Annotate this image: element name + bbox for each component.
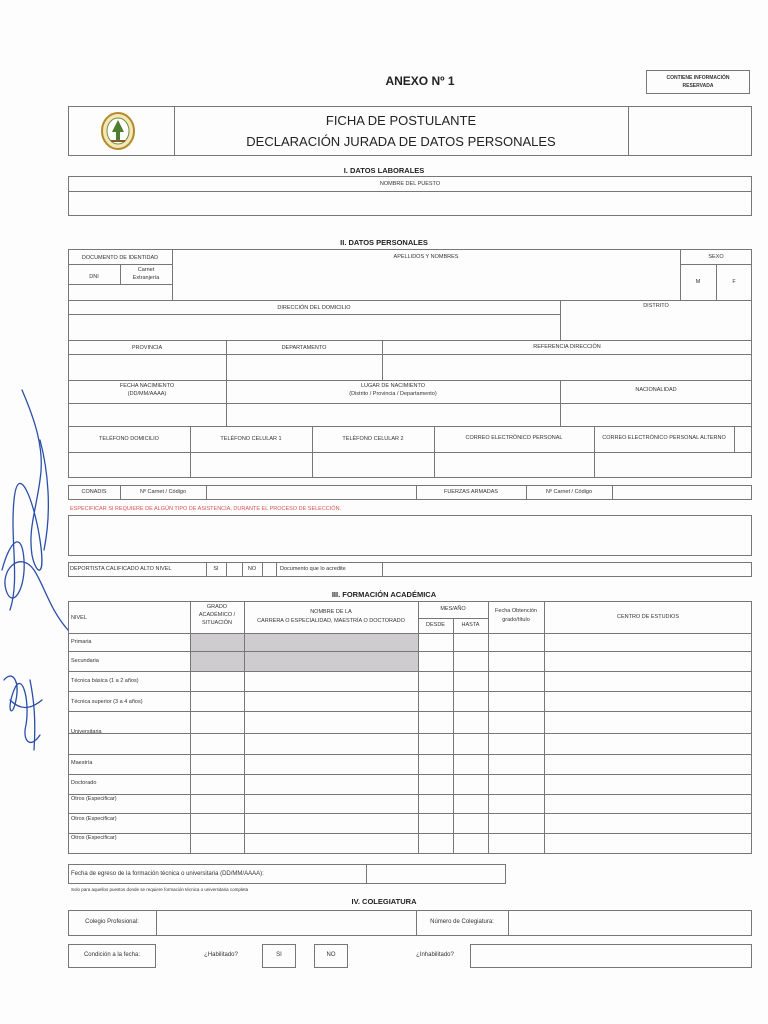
reserved-line2: RESERVADA	[682, 83, 714, 89]
deportista-no[interactable]: NO	[247, 566, 257, 572]
row-secundaria: Secundaria	[71, 658, 99, 664]
domicilio-label: DIRECCIÓN DEL DOMICILIO	[277, 305, 351, 311]
section-2-title: II. DATOS PERSONALES	[340, 238, 428, 247]
carrera-header-1: NOMBRE DE LA	[310, 609, 352, 615]
row-maestria: Maestría	[71, 760, 93, 766]
row-otros-1: Otros (Especificar)	[71, 796, 117, 802]
tel-dom-label: TELÉFONO DOMICILIO	[99, 436, 159, 442]
nivel-header: NIVEL	[71, 615, 87, 621]
nacionalidad-label: NACIONALIDAD	[635, 387, 677, 393]
asistencia-field[interactable]	[68, 515, 752, 556]
condicion-label: Condición a la fecha:	[83, 952, 141, 958]
inhabilitado-field[interactable]	[470, 944, 752, 968]
primaria-shaded	[191, 633, 418, 671]
conadis-label: CONADIS	[81, 489, 107, 495]
correo-alt-label: CORREO ELECTRÓNICO PERSONAL ALTERNO	[602, 435, 726, 441]
egreso-note: Solo para aquellos puestos donde se requiere formación técnica o universitaria completa	[71, 887, 249, 892]
lugar-label-1: LUGAR DE NACIMIENTO	[360, 383, 426, 389]
carnet-label-1: Carnet	[137, 267, 155, 273]
row-tecnica-superior: Técnica superior (3 a 4 años)	[71, 699, 143, 705]
carnet-label-2: Extranjería	[132, 275, 160, 281]
fecha-nac-label-1: FECHA NACIMIENTO	[119, 383, 175, 389]
doc-label: DOCUMENTO DE IDENTIDAD	[81, 255, 159, 261]
habilitado-label: ¿Habilitado?	[204, 952, 238, 958]
cel2-label: TELÉFONO CELULAR 2	[342, 436, 404, 442]
row-otros-3: Otros (Especificar)	[71, 835, 117, 841]
row-doctorado: Doctorado	[71, 780, 97, 786]
departamento-label: DEPARTAMENTO	[281, 345, 327, 351]
provincia-label: PROVINCIA	[131, 345, 163, 351]
ffaa-label: FUERZAS ARMADAS	[443, 489, 499, 495]
section-1-title: I. DATOS LABORALES	[343, 166, 425, 175]
row-tecnica-basica: Técnica básica (1 a 2 años)	[71, 678, 139, 684]
puesto-field[interactable]	[69, 192, 751, 215]
ffaa-carnet-label: Nº Carnet / Código	[545, 489, 593, 495]
institution-logo	[98, 110, 138, 152]
deportista-label: DEPORTISTA CALIFICADO ALTO NIVEL	[70, 566, 172, 572]
mesano-header: MES/AÑO	[440, 606, 466, 612]
lugar-label-2: (Distrito / Provincia / Departamento)	[349, 391, 437, 397]
reserved-line1: CONTIENE INFORMACIÓN	[666, 75, 730, 81]
acredite-label: Documento que lo acredite	[280, 566, 346, 572]
nombres-field[interactable]	[173, 264, 679, 299]
cel1-label: TELÉFONO CELULAR 1	[220, 436, 282, 442]
numero-label: Número de Colegiatura:	[430, 919, 494, 925]
centro-header: CENTRO DE ESTUDIOS	[616, 614, 680, 620]
fecha-obt-header-2: grado/título	[502, 617, 530, 623]
asistencia-label: ESPECIFICAR SI REQUIERE DE ALGÚN TIPO DE ASISTENCIA, DURANTE EL PROCESO DE SELECCIÓN.	[70, 506, 342, 512]
inhabilitado-label: ¿Inhabilitado?	[416, 952, 454, 958]
section-4-title: IV. COLEGIATURA	[351, 897, 417, 906]
hasta-header: HASTA	[461, 622, 480, 628]
referencia-label: REFERENCIA DIRECCIÓN	[533, 344, 601, 350]
nombres-label: APELLIDOS Y NOMBRES	[393, 254, 459, 260]
sexo-label: SEXO	[708, 254, 724, 260]
puesto-label: NOMBRE DEL PUESTO	[379, 181, 441, 187]
correo-label: CORREO ELECTRÓNICO PERSONAL	[465, 435, 563, 441]
colegio-label: Colegio Profesional:	[85, 919, 139, 925]
fecha-nac-label-2: (DD/MM/AAAA)	[127, 391, 167, 397]
sexo-m[interactable]: M	[695, 279, 701, 285]
numero-field[interactable]	[509, 911, 751, 935]
colegio-field[interactable]	[157, 911, 415, 935]
row-otros-2: Otros (Especificar)	[71, 816, 117, 822]
habilitado-si-label: SI	[276, 952, 282, 958]
form-subtitle: DECLARACIÓN JURADA DE DATOS PERSONALES	[246, 134, 556, 149]
annex-title: ANEXO Nº 1	[385, 74, 455, 88]
grado-header-2: ACADÉMICO /	[198, 612, 236, 618]
egreso-field[interactable]	[367, 865, 505, 883]
section-3-title: III. FORMACIÓN ACADÉMICA	[331, 590, 437, 599]
distrito-label: DISTRITO	[643, 303, 669, 309]
grado-header-3: SITUACIÓN	[202, 620, 232, 626]
habilitado-no-label: NO	[326, 952, 336, 958]
handwritten-signature	[0, 380, 93, 780]
conadis-carnet-label: Nº Carnet / Código	[139, 489, 187, 495]
reserved-box	[646, 70, 750, 94]
egreso-label: Fecha de egreso de la formación técnica o universitaria (DD/MM/AAAA):	[71, 871, 264, 877]
row-primaria: Primaria	[71, 639, 92, 645]
row-universitaria: Universitaria	[71, 729, 102, 735]
fecha-obt-header-1: Fecha Obtención	[495, 608, 537, 614]
carrera-header-2: CARRERA O ESPECIALIDAD, MAESTRÍA O DOCTORADO	[257, 618, 405, 624]
form-title: FICHA DE POSTULANTE	[325, 113, 477, 128]
desde-header: DESDE	[426, 622, 445, 628]
grado-header-1: GRADO	[206, 604, 228, 610]
deportista-si[interactable]: SI	[213, 566, 219, 572]
dni-label: DNI	[89, 274, 99, 280]
sexo-f[interactable]: F	[732, 279, 736, 285]
